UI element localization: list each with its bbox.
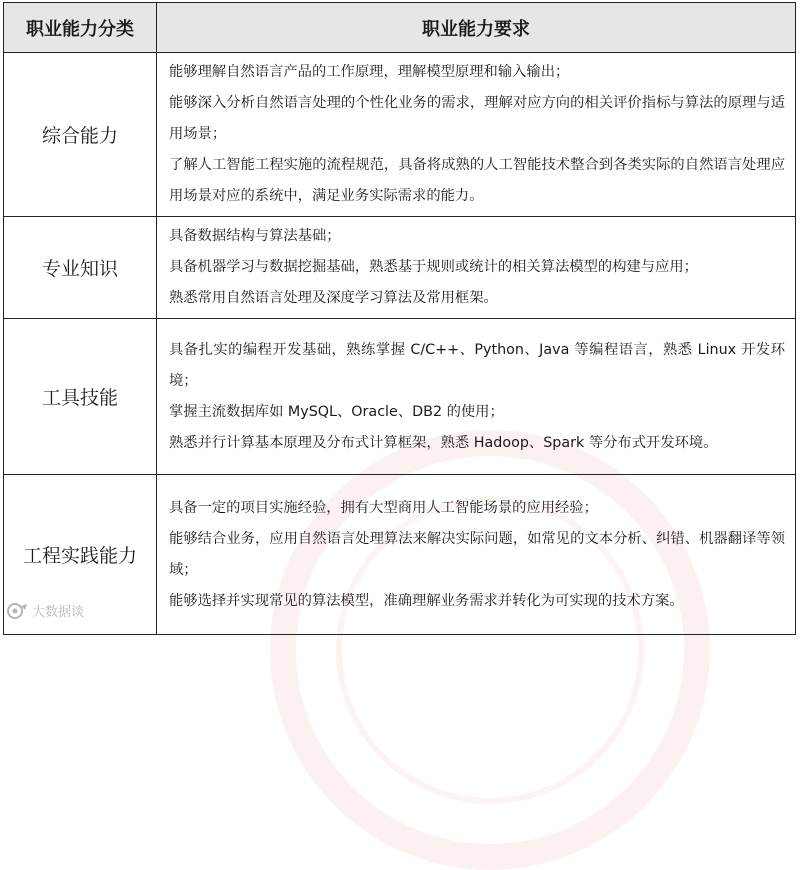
requirement-line: 能够深入分析自然语言处理的个性化业务的需求，理解对应方向的相关评价指标与算法的原理与适用场景； bbox=[169, 95, 785, 142]
requirement-line: 具备一定的项目实施经验，拥有大型商用人工智能场景的应用经验； bbox=[169, 499, 598, 516]
requirement-line: 具备机器学习与数据挖掘基础，熟悉基于规则或统计的相关算法模型的构建与应用； bbox=[169, 259, 698, 275]
category-cell: 工程实践能力 bbox=[4, 475, 157, 635]
requirement-cell bbox=[157, 53, 796, 217]
table-row bbox=[4, 475, 796, 635]
category-cell: 专业知识 bbox=[4, 217, 157, 319]
site-logo-icon bbox=[6, 602, 28, 620]
career-ability-table bbox=[3, 2, 796, 635]
table-row bbox=[4, 53, 796, 217]
requirement-line: 熟悉并行计算基本原理及分布式计算框架，熟悉 Hadoop、Spark 等分布式开发环境。 bbox=[169, 434, 718, 451]
header-category: 职业能力分类 bbox=[4, 3, 157, 53]
requirement-line: 具备数据结构与算法基础； bbox=[169, 228, 341, 244]
site-watermark-text: 大数据谈 bbox=[32, 605, 85, 620]
category-cell: 综合能力 bbox=[4, 53, 157, 217]
table-header-row bbox=[4, 3, 796, 53]
requirement-cell bbox=[157, 475, 796, 635]
table-row bbox=[4, 217, 796, 319]
requirement-line: 掌握主流数据库如 MySQL、Oracle、DB2 的使用； bbox=[169, 403, 504, 420]
requirement-cell bbox=[157, 319, 796, 475]
header-requirement: 职业能力要求 bbox=[157, 3, 796, 53]
requirement-cell bbox=[157, 217, 796, 319]
requirement-line: 熟悉常用自然语言处理及深度学习算法及常用框架。 bbox=[169, 290, 498, 306]
requirement-line: 具备扎实的编程开发基础，熟练掌握 C/C++、Python、Java 等编程语言，熟悉 Linux 开发环境； bbox=[169, 341, 785, 389]
category-cell: 工具技能 bbox=[4, 319, 157, 475]
requirement-line: 能够选择并实现常见的算法模型，准确理解业务需求并转化为可实现的技术方案。 bbox=[169, 592, 684, 609]
requirement-line: 能够结合业务，应用自然语言处理算法来解决实际问题，如常见的文本分析、纠错、机器翻译等领域； bbox=[169, 530, 785, 578]
requirement-line: 能够理解自然语言产品的工作原理，理解模型原理和输入输出； bbox=[169, 64, 570, 80]
requirement-line: 了解人工智能工程实施的流程规范，具备将成熟的人工智能技术整合到各类实际的自然语言处理应用场景对应的系统中，满足业务实际需求的能力。 bbox=[169, 157, 785, 204]
table-row bbox=[4, 319, 796, 475]
site-watermark bbox=[6, 601, 84, 620]
